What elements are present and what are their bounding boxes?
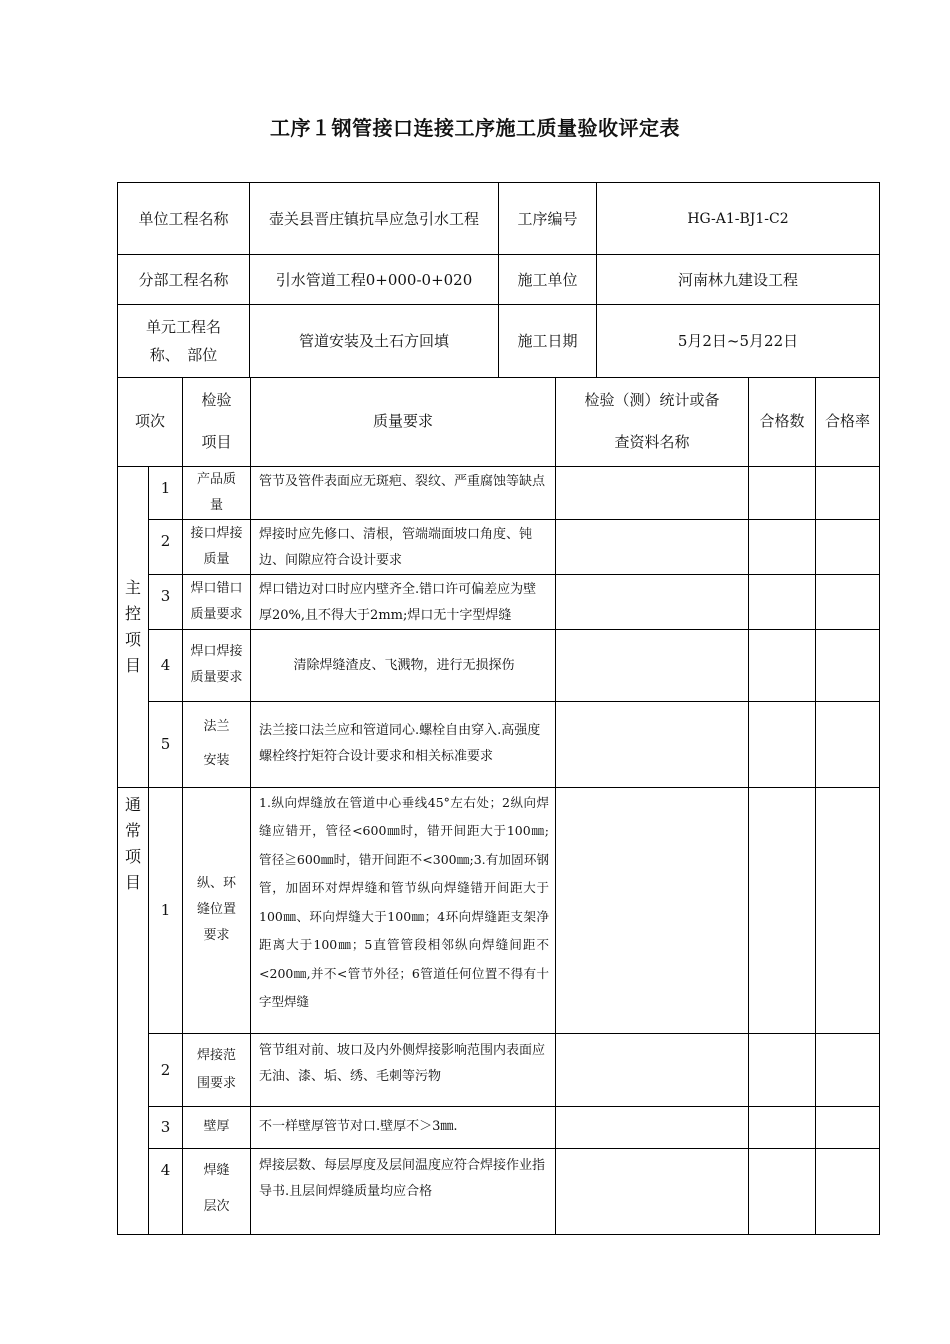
row-qualified-count: [749, 701, 816, 787]
row-qualified-count: [749, 574, 816, 629]
row-item: 接口焊接质量: [183, 519, 251, 574]
main-control-label: 主控项目: [118, 466, 149, 787]
general-label: 通常项目: [118, 787, 149, 1234]
row-no: 4: [149, 1148, 183, 1234]
row-item: 焊缝层次: [183, 1148, 251, 1234]
row-no: 1: [149, 787, 183, 1033]
contractor-value: 河南林九建设工程: [597, 255, 880, 305]
sub-project-value: 引水管道工程0+000-0+020: [250, 255, 499, 305]
row-pass-rate: [816, 1033, 880, 1106]
row-pass-rate: [816, 574, 880, 629]
row-pass-rate: [816, 701, 880, 787]
row-statistics: [556, 1148, 749, 1234]
row-item: 法兰安装: [183, 701, 251, 787]
row-statistics: [556, 466, 749, 519]
row-statistics: [556, 701, 749, 787]
process-no-label: 工序编号: [499, 183, 597, 255]
row-requirement: 管节组对前、坡口及内外侧焊接影响范围内表面应无油、漆、垢、绣、毛刺等污物: [251, 1033, 556, 1106]
row-pass-rate: [816, 1148, 880, 1234]
row-no: 1: [149, 466, 183, 519]
row-no: 5: [149, 701, 183, 787]
row-no: 4: [149, 629, 183, 701]
date-label: 施工日期: [499, 305, 597, 378]
table-row: [118, 629, 880, 701]
process-no-value: HG-A1-BJ1-C2: [597, 183, 880, 255]
col-qualified-count: 合格数: [749, 377, 816, 466]
row-qualified-count: [749, 519, 816, 574]
table-row: [118, 519, 880, 574]
col-item-no: 项次: [118, 377, 183, 466]
inspection-table: [117, 377, 880, 1235]
column-header-row: [118, 377, 880, 466]
row-requirement: 焊口错边对口时应内壁齐全.错口许可偏差应为壁厚20%,且不得大于2mm;焊口无十字型焊缝: [251, 574, 556, 629]
row-requirement: 1.纵向焊缝放在管道中心垂线45°左右处；2纵向焊缝应错开，管径<600㎜时，错开间距大于100㎜; 管径≧600㎜时，错开间距不<300㎜;3.有加固环钢管，加固环对焊焊缝和管节纵向焊缝错开间距大于100㎜、环向焊缝大于100㎜；4环向焊缝距支架净距离大于100㎜；5直管管段相邻纵向焊缝间距不<200㎜,并不<管节外径；6管道任何位置不得有十字型焊缝: [251, 787, 556, 1033]
row-no: 2: [149, 519, 183, 574]
element-project-label: 单元工程名称、 部位: [118, 305, 250, 378]
row-qualified-count: [749, 1033, 816, 1106]
row-qualified-count: [749, 1148, 816, 1234]
table-row: [118, 1033, 880, 1106]
row-item: 焊口错口质量要求: [183, 574, 251, 629]
table-row: [118, 466, 880, 519]
col-pass-rate: 合格率: [816, 377, 880, 466]
col-statistics: 检验（测）统计或备查资料名称: [556, 377, 749, 466]
header-table: [117, 182, 880, 378]
row-no: 3: [149, 574, 183, 629]
row-statistics: [556, 629, 749, 701]
table-row: [118, 574, 880, 629]
document-title: 工序１钢管接口连接工序施工质量验收评定表: [270, 116, 680, 140]
unit-project-label: 单位工程名称: [118, 183, 250, 255]
table-row: [118, 787, 880, 1033]
row-item: 产品质量: [183, 466, 251, 519]
table-row: [118, 1148, 880, 1234]
table-row: [118, 701, 880, 787]
col-inspection-item: 检验项目: [183, 377, 251, 466]
row-requirement: 焊接时应先修口、清根，管端端面坡口角度、钝边、间隙应符合设计要求: [251, 519, 556, 574]
element-project-value: 管道安装及土石方回填: [250, 305, 499, 378]
row-item: 纵、环缝位置要求: [183, 787, 251, 1033]
row-no: 2: [149, 1033, 183, 1106]
row-requirement: 管节及管件表面应无斑疤、裂纹、严重腐蚀等缺点: [251, 466, 556, 519]
row-pass-rate: [816, 519, 880, 574]
row-item: 焊接范围要求: [183, 1033, 251, 1106]
contractor-label: 施工单位: [499, 255, 597, 305]
col-quality-requirement: 质量要求: [251, 377, 556, 466]
row-item: 壁厚: [183, 1106, 251, 1148]
row-statistics: [556, 1033, 749, 1106]
unit-project-value: 壶关县晋庄镇抗旱应急引水工程: [250, 183, 499, 255]
row-pass-rate: [816, 1106, 880, 1148]
row-statistics: [556, 574, 749, 629]
row-pass-rate: [816, 466, 880, 519]
row-qualified-count: [749, 466, 816, 519]
row-requirement: 不一样壁厚管节对口.壁厚不＞3㎜.: [251, 1106, 556, 1148]
row-requirement: 清除焊缝渣皮、飞溅物，进行无损探伤: [251, 629, 556, 701]
row-pass-rate: [816, 787, 880, 1033]
row-requirement: 法兰接口法兰应和管道同心.螺栓自由穿入.高强度螺栓终拧矩符合设计要求和相关标准要求: [251, 701, 556, 787]
row-pass-rate: [816, 629, 880, 701]
row-qualified-count: [749, 787, 816, 1033]
row-item: 焊口焊接质量要求: [183, 629, 251, 701]
row-statistics: [556, 519, 749, 574]
row-qualified-count: [749, 629, 816, 701]
row-qualified-count: [749, 1106, 816, 1148]
table-row: [118, 1106, 880, 1148]
row-no: 3: [149, 1106, 183, 1148]
row-requirement: 焊接层数、每层厚度及层间温度应符合焊接作业指导书.且层间焊缝质量均应合格: [251, 1148, 556, 1234]
row-statistics: [556, 1106, 749, 1148]
date-value: 5月2日~5月22日: [597, 305, 880, 378]
sub-project-label: 分部工程名称: [118, 255, 250, 305]
row-statistics: [556, 787, 749, 1033]
